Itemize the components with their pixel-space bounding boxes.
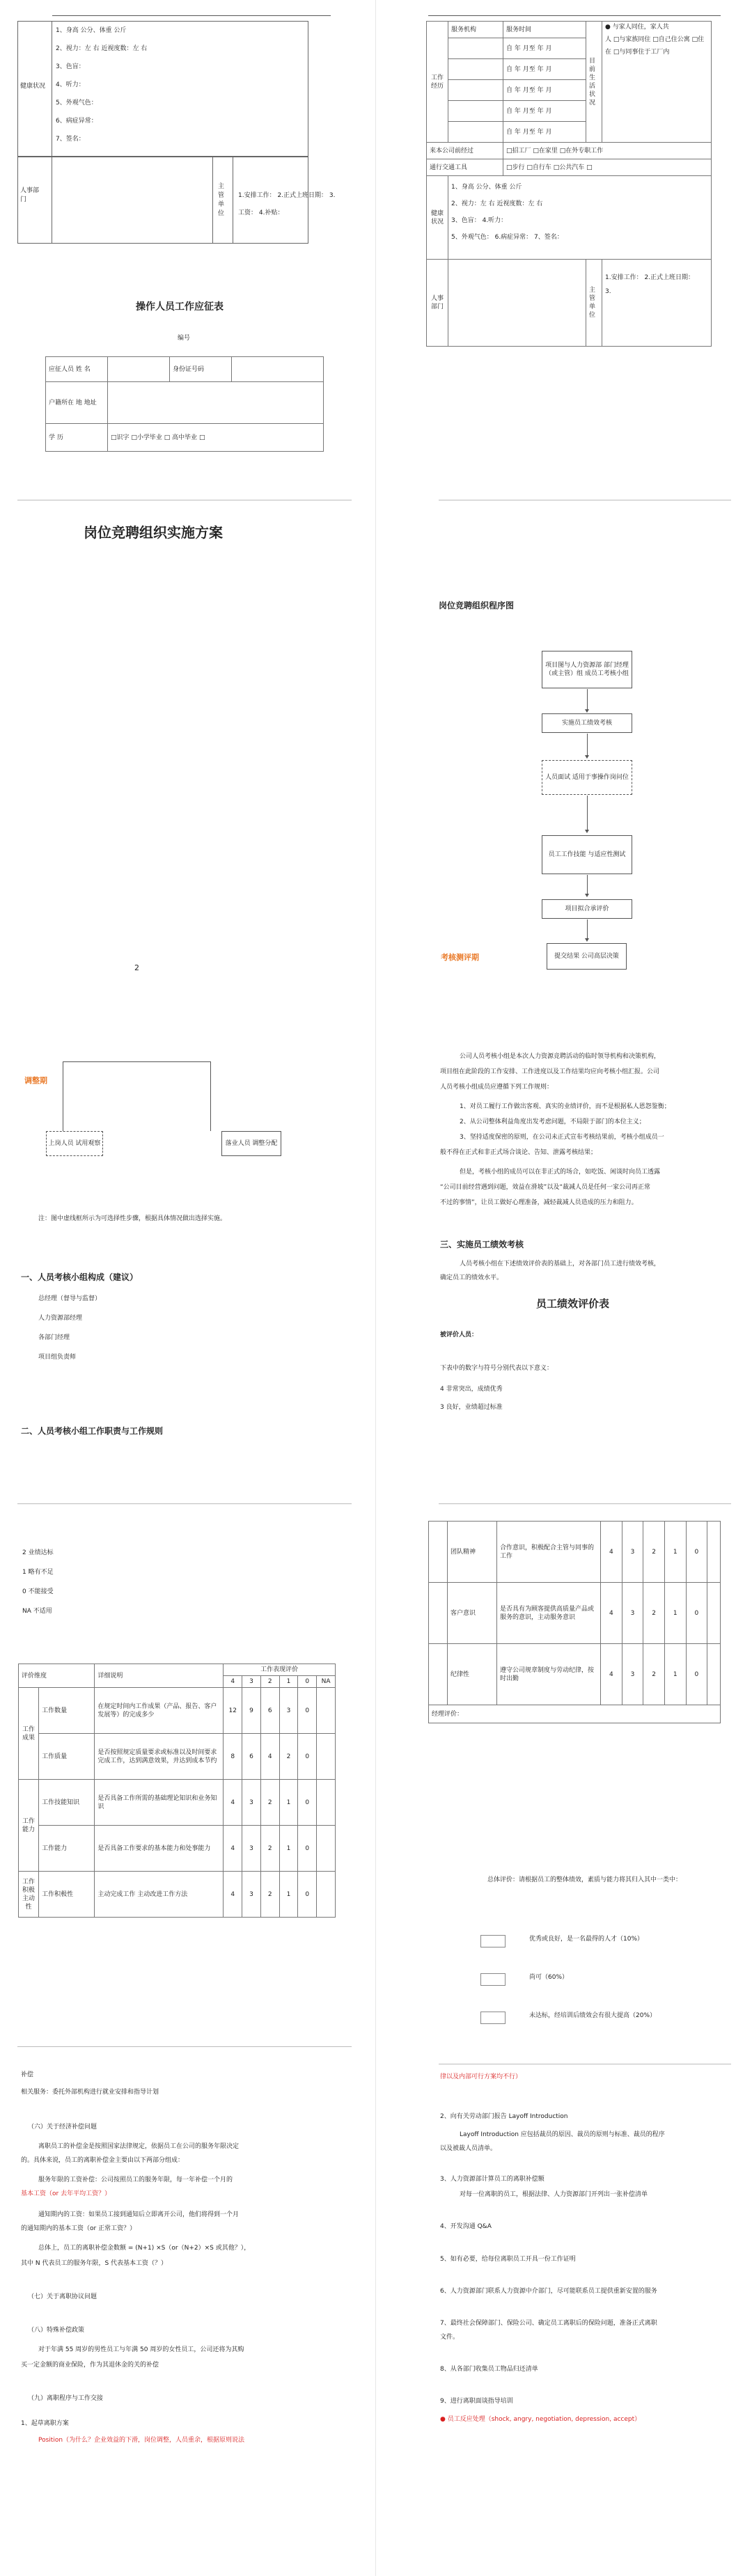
table-row bbox=[19, 1780, 336, 1826]
scale-4: 4 非常突出，成绩优秀 bbox=[440, 1386, 503, 1393]
score-scale-item: 0 不能接受 bbox=[22, 1588, 54, 1595]
rule-item: 般不得在正式和非正式场合谈论、告知、泄露考核结果； bbox=[440, 1149, 597, 1156]
score-cell: 0 bbox=[298, 1688, 317, 1734]
page-break-rule bbox=[17, 1503, 352, 1504]
company-1[interactable] bbox=[448, 38, 503, 59]
adjust-phase-label: 调整期 bbox=[24, 1076, 47, 1085]
item-name: 工作技能知识 bbox=[39, 1780, 95, 1826]
compensation-line: （七）关于离职协议问题 bbox=[28, 2293, 97, 2300]
score-cell: 1 bbox=[664, 1583, 686, 1644]
life-status-2: 人 □与家族同住 □自己住公寓 □住 bbox=[605, 36, 705, 43]
page-break-rule bbox=[17, 2046, 352, 2047]
section-3-para-2: 确定员工的绩效水平。 bbox=[440, 1274, 503, 1281]
score-cell: 1 bbox=[279, 1780, 298, 1826]
plan-title: 岗位竞聘组织实施方案 bbox=[84, 524, 223, 541]
work-experience-table bbox=[426, 21, 712, 347]
team-member-item: 各部门经理 bbox=[38, 1334, 70, 1341]
education-label: 学 历 bbox=[46, 424, 108, 452]
health-line: 3、色盲： bbox=[56, 63, 85, 70]
flow-arrow bbox=[587, 875, 588, 894]
compensation-line: 1、起草离职方案 bbox=[21, 2420, 69, 2427]
compensation-line: 的。具体来说，员工的离职补偿金主要由以下两部分组成： bbox=[21, 2157, 185, 2164]
education-options: □识字 □小学毕业 □ 高中毕业 □ bbox=[108, 424, 324, 452]
team-member-item: 项目组负责师 bbox=[38, 1354, 77, 1361]
score-cell bbox=[317, 1734, 336, 1780]
score-cell: 2 bbox=[260, 1872, 279, 1918]
rule-item: 3、坚持适度保密的原则，在公司未正式宣布考核结果前，考核小组成员一 bbox=[460, 1134, 664, 1141]
supervisor-line-2: 工资： 4.补贴： bbox=[238, 210, 284, 216]
pre-work-label: 来本公司前经过 bbox=[427, 143, 503, 159]
score-cell: 4 bbox=[224, 1826, 242, 1872]
performance-table bbox=[18, 1664, 336, 1918]
id-number-label: 身份证号码 bbox=[170, 357, 232, 382]
score-cell: 2 bbox=[279, 1734, 298, 1780]
commute-options: □步行 □自行车 □公共汽车 □ bbox=[503, 159, 712, 176]
applicant-name-label: 应征人员 姓 名 bbox=[46, 357, 108, 382]
life-status-cell bbox=[602, 22, 712, 143]
evaluation-table-title: 员工绩效评价表 bbox=[536, 1297, 610, 1310]
option-checkbox[interactable] bbox=[480, 1973, 506, 1986]
page-top-rule bbox=[428, 15, 721, 16]
score-cell: 9 bbox=[242, 1688, 261, 1734]
compensation-line: 其中 N 代表员工的服务年限，S 代表基本工资（？） bbox=[21, 2260, 168, 2267]
supervisor-label-2: 主管单位 bbox=[586, 260, 602, 347]
hukou-label: 户籍所在 地 地址 bbox=[46, 382, 108, 424]
score-cell: 0 bbox=[686, 1583, 707, 1644]
compensation-line: （八）特殊补偿政策 bbox=[28, 2327, 85, 2334]
score-cell: 6 bbox=[260, 1688, 279, 1734]
item-description: 是否具有为顾客提供高质量产品或服务的意识，主动服务意识 bbox=[497, 1583, 601, 1644]
score-cell: 2 bbox=[260, 1780, 279, 1826]
dimension-group: 工作成果 bbox=[19, 1688, 39, 1780]
score-cell: 0 bbox=[298, 1826, 317, 1872]
option-checkbox[interactable] bbox=[480, 2012, 506, 2024]
scale-3: 3 良好，业绩超过标准 bbox=[440, 1404, 503, 1411]
pre-work-options: □招工厂 □在家里 □在外专职工作 bbox=[503, 143, 712, 159]
score-cell: 1 bbox=[279, 1826, 298, 1872]
supervisor-line-1: 1.安排工作： 2.正式上班日期： 3. bbox=[238, 192, 336, 199]
score-column-header: 2 bbox=[260, 1676, 279, 1688]
people-dept-label-2: 人事部门 bbox=[427, 260, 448, 347]
flow-node-team: 项目图与人力资源部 部门经理（或主管）组 成员工考核小组 bbox=[542, 651, 632, 688]
life-status-1: ● 与家人同住，家人共 bbox=[605, 24, 669, 31]
period-4: 自 年 月至 年 月 bbox=[503, 101, 586, 122]
header-score: 工作表现评价 bbox=[224, 1664, 336, 1676]
col-reason: 目前生活状况 bbox=[586, 22, 602, 143]
rules-paragraph-line: 不过的事情”，让员工做好心理准备，减轻裁减人员造成的压力和阻力。 bbox=[440, 1199, 638, 1206]
table-row bbox=[19, 1872, 336, 1918]
col-company: 服务机构 bbox=[448, 22, 503, 38]
table-row bbox=[429, 1583, 721, 1644]
compensation-line: 买一定金额的商业保险，作为其退休金的关的补偿 bbox=[21, 2362, 159, 2369]
rules-paragraph-line: “公司目前经营遇到问题，效益在滑坡”以及“裁减人员是任何一家公司再正常 bbox=[440, 1184, 650, 1191]
leave-step-line: Layoff Introduction 应包括裁员的原因、裁员的原则与标准、裁员的程序 bbox=[460, 2131, 665, 2138]
company-2[interactable] bbox=[448, 59, 503, 80]
flow-node-skill-test: 员工工作技能 与适应性测试 bbox=[542, 835, 632, 874]
table-row bbox=[429, 1644, 721, 1705]
leave-step-line: 8、从各部门收集员工物品归还清单 bbox=[440, 2366, 538, 2373]
score-cell bbox=[707, 1644, 721, 1705]
score-cell: 3 bbox=[242, 1780, 261, 1826]
score-column-header: 0 bbox=[298, 1676, 317, 1688]
hukou-value[interactable] bbox=[108, 382, 324, 424]
overall-option-label: 优秀或良好，是一名最得的人才（10%） bbox=[529, 1936, 644, 1943]
score-cell: 4 bbox=[601, 1583, 622, 1644]
item-name: 工作积极性 bbox=[39, 1872, 95, 1918]
score-cell: 0 bbox=[298, 1872, 317, 1918]
team-member-item: 人力资源部经理 bbox=[38, 1315, 83, 1322]
leave-step-line: 6、人力资源部门联系人力资源中介部门，尽可能联系员工提供重新安置的服务 bbox=[440, 2288, 657, 2295]
table-row bbox=[19, 1826, 336, 1872]
health-label-2: 健康状况 bbox=[427, 176, 448, 260]
compensation-line: 基本工资（or 去年平均工资？） bbox=[21, 2190, 111, 2197]
option-checkbox[interactable] bbox=[480, 1935, 506, 1947]
flow-node-decision: 提交结果 公司高层决策 bbox=[547, 943, 627, 970]
life-status-3: 在 □与同事住于工厂内 bbox=[605, 49, 670, 56]
header-dimension: 评价维度 bbox=[19, 1664, 95, 1688]
leave-step-line: 2、向有关劳动部门报告 Layoff Introduction bbox=[440, 2113, 568, 2120]
page-top-rule bbox=[52, 15, 331, 16]
score-cell: 8 bbox=[224, 1734, 242, 1780]
health2-line-3: 3、色盲： 4.听力： bbox=[451, 217, 508, 224]
score-cell: 1 bbox=[279, 1872, 298, 1918]
manager-evaluation-label: 经理评价： bbox=[429, 1705, 721, 1723]
rules-paragraph-line: 公司人员考核小组是本次人力资源竞聘活动的临时领导机构和决策机构， bbox=[460, 1053, 661, 1060]
score-cell: 6 bbox=[242, 1734, 261, 1780]
score-column-header: NA bbox=[317, 1676, 336, 1688]
company-5[interactable] bbox=[448, 122, 503, 143]
flow-node-appraisal: 实施员工绩效考核 bbox=[542, 713, 632, 733]
id-number-value[interactable] bbox=[232, 357, 324, 382]
score-cell: 12 bbox=[224, 1688, 242, 1734]
evaluatee-label: 被评价人员： bbox=[440, 1332, 478, 1338]
health-line: 7、签名： bbox=[56, 136, 85, 143]
score-cell: 0 bbox=[298, 1734, 317, 1780]
score-column-header: 1 bbox=[279, 1676, 298, 1688]
rules-paragraph-line: 项目组在此阶段的工作安排、工作进度以及工作结果均应向考核小组汇报。公司 bbox=[440, 1068, 660, 1075]
table-row bbox=[429, 1522, 721, 1583]
score-cell: 2 bbox=[643, 1522, 665, 1583]
branch-top-line bbox=[63, 1061, 210, 1062]
performance-table-continued bbox=[428, 1521, 721, 1723]
section-2-title: 二、人员考核小组工作职责与工作规则 bbox=[21, 1426, 164, 1436]
item-description: 主动完成工作 主动改进工作方法 bbox=[95, 1872, 224, 1918]
compensation-line: 补偿 bbox=[21, 2071, 34, 2078]
compensation-line: 离职员工的补偿金是按照国家法律规定，依据员工在公司的服务年限决定 bbox=[38, 2143, 240, 2150]
score-cell: 4 bbox=[601, 1522, 622, 1583]
health2-line-2: 2、视力：左 右 近视度数：左 右 bbox=[451, 200, 543, 207]
flow-title: 岗位竞聘组织程序图 bbox=[439, 601, 515, 610]
score-cell: 3 bbox=[242, 1826, 261, 1872]
applicant-name-value[interactable] bbox=[108, 357, 170, 382]
people-dept-value-2[interactable] bbox=[448, 260, 586, 347]
compensation-line: 相关服务：委托外部机构进行就业安排和指导计划 bbox=[21, 2089, 159, 2096]
commute-label: 通行交通工具 bbox=[427, 159, 503, 176]
compensation-line: 的通知期内的基本工资（or 正常工资？） bbox=[21, 2225, 136, 2232]
health-line: 5、外观气色： bbox=[56, 100, 97, 106]
form-title: 操作人员工作应征表 bbox=[136, 301, 224, 313]
flow-arrow bbox=[587, 734, 588, 756]
rules-paragraph-line: 但是，考核小组的成员可以在非正式的场合，如吃饭、闲谈时向员工透露 bbox=[460, 1169, 661, 1176]
dimension-group: 团队精神 bbox=[448, 1522, 497, 1583]
applicant-form-table bbox=[45, 356, 324, 452]
leave-step-line: 对每一位离职的员工，根据法律、人力资源部门开列出一张补偿清单 bbox=[460, 2191, 648, 2198]
score-cell: 0 bbox=[686, 1644, 707, 1705]
score-cell: 4 bbox=[601, 1644, 622, 1705]
leave-step-line: 4、开发沟通 Q&A bbox=[440, 2223, 492, 2230]
blank-cell bbox=[429, 1583, 448, 1644]
score-cell: 3 bbox=[622, 1583, 643, 1644]
score-cell: 2 bbox=[260, 1826, 279, 1872]
health2-line-4: 5、外观气色： 6.病症异常： 7、签名： bbox=[451, 234, 563, 241]
overall-evaluation-prompt: 总体评价：请根据员工的整体绩效，素质与能力将其归入其中一类中： bbox=[487, 1876, 682, 1883]
score-cell: 3 bbox=[622, 1522, 643, 1583]
top-red-note: 律以及内部可行方案均不行） bbox=[440, 2073, 522, 2080]
score-cell: 1 bbox=[664, 1644, 686, 1705]
col-period: 服务时间 bbox=[503, 22, 586, 38]
flow-node-evaluation: 项目拟合承评价 bbox=[542, 899, 632, 919]
compensation-line: 通知期内的工资：如果员工接到通知后立即离开公司，他们将得到一个月 bbox=[38, 2211, 240, 2218]
score-cell bbox=[707, 1522, 721, 1583]
health-cell-2 bbox=[448, 176, 712, 260]
reaction-handling-line: ● 员工反应处理（shock, angry, negotiation, depression, accept） bbox=[440, 2416, 641, 2423]
leave-step-line: 9、进行离职面谈指导培训 bbox=[440, 2398, 513, 2405]
score-cell: 3 bbox=[622, 1644, 643, 1705]
compensation-line: 总体上，员工的离职补偿金数额 = (N+1) ×S（or（N+2）×S 或其他？）， bbox=[38, 2245, 251, 2252]
score-scale-item: 2 业绩达标 bbox=[22, 1549, 54, 1556]
page-number: 2 bbox=[134, 963, 139, 972]
score-cell: 2 bbox=[643, 1583, 665, 1644]
blank-cell bbox=[429, 1644, 448, 1705]
item-name: 工作能力 bbox=[39, 1826, 95, 1872]
score-cell: 0 bbox=[298, 1780, 317, 1826]
dimension-group: 纪律性 bbox=[448, 1644, 497, 1705]
score-column-header: 3 bbox=[242, 1676, 261, 1688]
period-1: 自 年 月至 年 月 bbox=[503, 38, 586, 59]
section-3-para-1: 人员考核小组在下述绩效评价表的基础上，对各部门员工进行绩效考核， bbox=[460, 1261, 661, 1267]
health2-line-1: 1、身高 公分、体重 公斤 bbox=[451, 184, 522, 191]
branch-right-line bbox=[210, 1061, 211, 1131]
health-line: 1、身高 公分、体重 公斤 bbox=[56, 27, 127, 34]
section-3-title: 三、实施员工绩效考核 bbox=[440, 1240, 524, 1249]
assessment-phase-label: 考核测评期 bbox=[441, 953, 479, 962]
compensation-line: Position（为什么？企业效益的下滑，岗位调整，人员重余，根据原则说法 bbox=[38, 2437, 245, 2444]
blank-cell bbox=[429, 1522, 448, 1583]
flow-arrow bbox=[587, 689, 588, 710]
item-description: 是否具备工作所需的基础理论知识和业务知识 bbox=[95, 1780, 224, 1826]
supervisor-label: 主管单位 bbox=[218, 183, 225, 217]
scale-intro: 下表中的数字与符号分别代表以下意义： bbox=[440, 1365, 554, 1372]
flow-note: 注：图中虚线框所示为可选择性步骤，根据具体情况做出选择实施。 bbox=[38, 1215, 227, 1222]
leave-step-line: 5、如有必要，给每位离职员工开具一份工作证明 bbox=[440, 2256, 576, 2263]
table-row bbox=[19, 1688, 336, 1734]
table-row bbox=[19, 1734, 336, 1780]
section-1-title: 一、人员考核小组构成（建议） bbox=[21, 1272, 139, 1282]
overall-option-label: 未达标，经培训后绩效会有很大提高（20%） bbox=[529, 2012, 657, 2019]
dimension-group: 工作积极主动性 bbox=[19, 1872, 39, 1918]
dimension-group: 工作能力 bbox=[19, 1780, 39, 1872]
score-cell: 3 bbox=[279, 1688, 298, 1734]
health-label: 健康状况 bbox=[20, 83, 46, 90]
score-cell: 2 bbox=[643, 1644, 665, 1705]
supervisor2-line-2: 3. bbox=[605, 288, 611, 295]
leave-step-line: 3、人力资源部计算员工的离职补偿额 bbox=[440, 2176, 545, 2183]
score-cell: 3 bbox=[242, 1872, 261, 1918]
overall-option-label: 尚可（60%） bbox=[529, 1974, 569, 1981]
period-3: 自 年 月至 年 月 bbox=[503, 80, 586, 101]
flow-node-interview: 人员面试 适用于事操作岗问位 bbox=[542, 760, 632, 795]
score-cell: 0 bbox=[686, 1522, 707, 1583]
item-description: 遵守公司规章制度与劳动纪律，按时出勤 bbox=[497, 1644, 601, 1705]
period-2: 自 年 月至 年 月 bbox=[503, 59, 586, 80]
item-description: 在规定时间内工作成果（产品、报告、客户发展等）的完成多少 bbox=[95, 1688, 224, 1734]
page-break-rule bbox=[439, 1503, 731, 1504]
score-scale-item: NA 不适用 bbox=[22, 1608, 52, 1615]
score-scale-item: 1 略有不足 bbox=[22, 1569, 54, 1576]
work-exp-label: 工作经历 bbox=[427, 22, 448, 143]
leave-step-line: 7、最终社会保障部门、保险公司、确定员工离职后的保险问题，准备正式离职 bbox=[440, 2320, 657, 2327]
team-member-item: 总经理（督导与监督） bbox=[38, 1295, 102, 1302]
item-description: 是否按照规定质量要求或标准以及时间要求完成工作，达到满意效果，并达到成本节约 bbox=[95, 1734, 224, 1780]
rules-paragraph-line: 人员考核小组成员应遵循下列工作规则： bbox=[440, 1084, 554, 1091]
score-cell: 4 bbox=[224, 1872, 242, 1918]
flow-arrow bbox=[587, 796, 588, 830]
score-cell bbox=[317, 1826, 336, 1872]
health-line: 4、听力： bbox=[56, 81, 85, 88]
compensation-line: 对于年满 55 周岁的男性员工与年满 50 周岁的女性员工，公司还将为其购 bbox=[38, 2346, 244, 2353]
score-cell bbox=[707, 1583, 721, 1644]
item-name: 工作质量 bbox=[39, 1734, 95, 1780]
health-line: 2、视力：左 右 近视度数：左 右 bbox=[56, 45, 148, 52]
redeploy-box: 落业人员 调整分配 bbox=[221, 1131, 281, 1156]
trial-box: 上岗人员 试用观察 bbox=[46, 1131, 103, 1156]
period-5: 自 年 月至 年 月 bbox=[503, 122, 586, 143]
flow-arrow bbox=[587, 919, 588, 939]
score-cell: 1 bbox=[664, 1522, 686, 1583]
item-description: 合作意识，积极配合主管与同事的工作 bbox=[497, 1522, 601, 1583]
header-description: 详细说明 bbox=[95, 1664, 224, 1688]
item-name: 工作数量 bbox=[39, 1688, 95, 1734]
page-column-divider bbox=[375, 0, 376, 2576]
supervisor-cell-2 bbox=[602, 260, 712, 347]
form-number: 编号 bbox=[178, 335, 191, 342]
score-column-header: 4 bbox=[224, 1676, 242, 1688]
compensation-line: 服务年限的工资补偿：公司按照员工的服务年限，每一年补偿一个月的 bbox=[38, 2176, 233, 2183]
company-4[interactable] bbox=[448, 101, 503, 122]
rule-item: 1、对员工履行工作做出客观、真实的业绩评价，而不是根据私人恩怨鉴衡； bbox=[460, 1103, 671, 1110]
dimension-group: 客户意识 bbox=[448, 1583, 497, 1644]
score-cell bbox=[317, 1780, 336, 1826]
rule-item: 2、从公司整体利益角度出发考虑问题，不局限于部门的本位主义； bbox=[460, 1119, 645, 1125]
score-cell bbox=[317, 1688, 336, 1734]
compensation-line: （九）离职程序与工作交接 bbox=[28, 2395, 104, 2402]
score-cell: 4 bbox=[260, 1734, 279, 1780]
company-3[interactable] bbox=[448, 80, 503, 101]
item-description: 是否具备工作要求的基本能力和处事能力 bbox=[95, 1826, 224, 1872]
leave-step-line: 文件。 bbox=[440, 2334, 460, 2341]
leave-step-line: 以及被裁人员清单。 bbox=[440, 2145, 497, 2152]
compensation-line: （六）关于经济补偿问题 bbox=[28, 2124, 97, 2131]
health-line: 6、病症异常： bbox=[56, 118, 97, 125]
supervisor2-line-1: 1.安排工作： 2.正式上班日期： bbox=[605, 274, 695, 281]
score-cell bbox=[317, 1872, 336, 1918]
score-cell: 4 bbox=[224, 1780, 242, 1826]
people-dept-label: 人事部门 bbox=[20, 187, 40, 203]
